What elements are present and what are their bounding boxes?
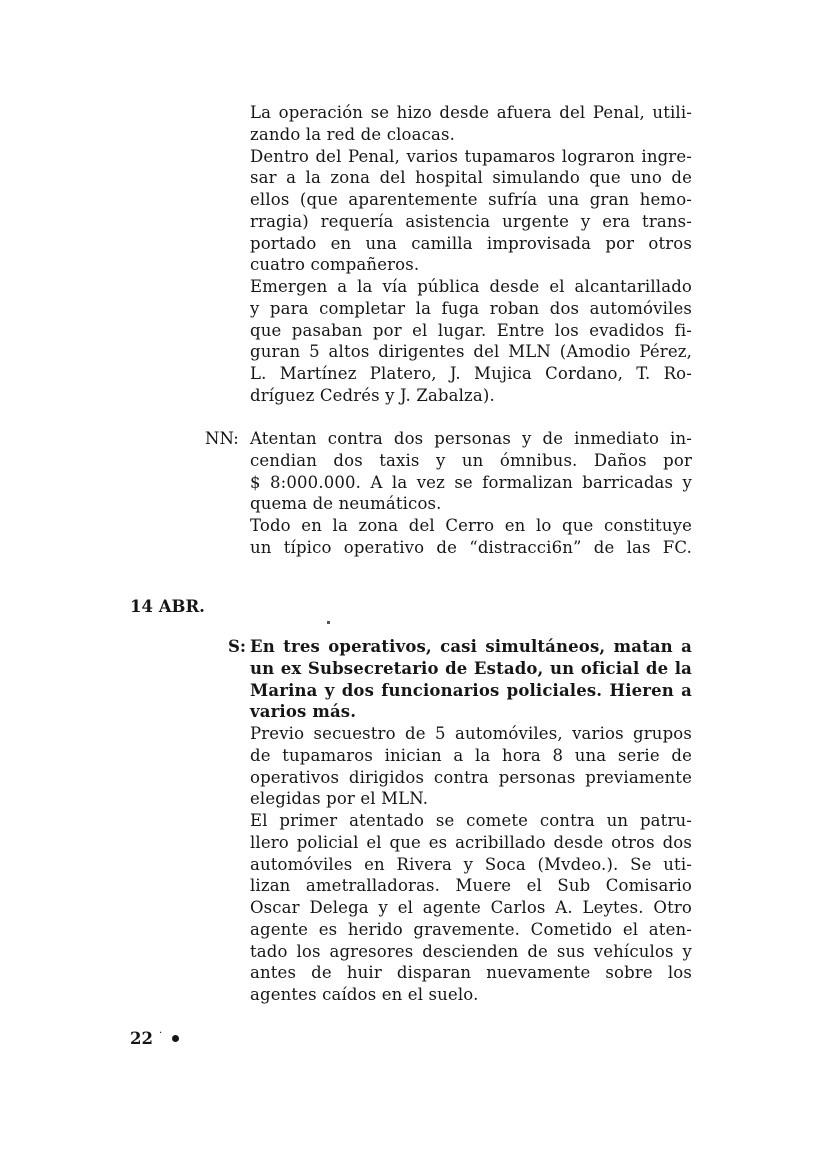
text-line: agentes caídos en el suelo.: [250, 985, 479, 1004]
text-line: dríguez Cedrés y J. Zabalza).: [250, 385, 495, 405]
text-line: Emergen a la vía pública desde el alcantarillado: [250, 277, 692, 296]
text-line: rragia) requería asistencia urgente y era trans-: [250, 211, 692, 231]
text-line: y para completar la fuga roban dos automóviles: [250, 298, 692, 318]
print-speck: [327, 621, 330, 624]
text-line: En tres operativos, casi simultáneos, matan a: [250, 637, 692, 656]
text-line: cuatro compañeros.: [250, 255, 420, 275]
text-line: varios más.: [250, 702, 357, 722]
text-line: lizan ametralladoras. Muere el Sub Comisario: [250, 876, 692, 896]
text-line: L. Martínez Platero, J. Mujica Cordano, T. Ro-: [250, 364, 692, 383]
text-line: elegidas por el MLN.: [250, 789, 429, 809]
bullet-icon: [172, 1035, 179, 1042]
text-line: operativos dirigidos contra personas previamente: [250, 767, 692, 787]
text-line: cendian dos taxis y un ómnibus. Daños por: [250, 450, 692, 470]
text-line: Todo en la zona del Cerro en lo que constituye: [250, 516, 692, 535]
text-line: agente es herido gravemente. Cometido el aten-: [250, 919, 692, 939]
text-line: zando la red de cloacas.: [250, 124, 455, 144]
text-line: Previo secuestro de 5 automóviles, varios grupos: [250, 724, 692, 743]
entry-label-nn: NN:: [205, 429, 239, 448]
paragraph-s-details: [250, 723, 692, 1006]
paragraph-s-summary: [250, 636, 692, 723]
text-line: El primer atentado se comete contra un patru-: [250, 811, 692, 830]
footer-separator: ·: [158, 1028, 163, 1039]
text-line: de tupamaros inician a la hora 8 una serie de: [250, 745, 692, 765]
text-line: llero policial el que es acribillado desde otros dos: [250, 832, 692, 852]
page-footer: [130, 1029, 179, 1048]
date-heading: 14 ABR.: [130, 597, 205, 616]
text-line: automóviles en Rivera y Soca (Mvdeo.). Se uti-: [250, 854, 692, 874]
text-line: un ex Subsecretario de Estado, un oficial de la: [250, 658, 692, 678]
text-line: Dentro del Penal, varios tupamaros lograron ingre-: [250, 146, 692, 166]
text-line: portado en una camilla improvisada por otros: [250, 233, 692, 253]
text-line: Marina y dos funcionarios policiales. Hieren a: [250, 680, 692, 700]
text-line: tado los agresores descienden de sus vehículos y: [250, 941, 692, 961]
text-line: antes de huir disparan nuevamente sobre los: [250, 963, 692, 983]
text-line: Atentan contra dos personas y de inmediato in-: [250, 429, 692, 448]
text-line: La operación se hizo desde afuera del Penal, utili-: [250, 103, 692, 122]
text-line: quema de neumáticos.: [250, 494, 442, 514]
text-line: guran 5 altos dirigentes del MLN (Amodio Pérez,: [250, 342, 692, 362]
text-line: Oscar Delega y el agente Carlos A. Leytes. Otro: [250, 898, 692, 917]
text-line: un típico operativo de “distracci6n” de las FC.: [250, 537, 692, 557]
entry-label-s: S:: [228, 637, 247, 656]
page-number: 22: [130, 1029, 153, 1048]
paragraph-nn-attack: [250, 428, 692, 559]
text-line: ellos (que aparentemente sufría una gran hemo-: [250, 190, 692, 209]
paragraph-penal-escape: [250, 102, 692, 407]
text-line: que pasaban por el lugar. Entre los evadidos fi-: [250, 320, 692, 340]
text-line: $ 8:000.000. A la vez se formalizan barricadas y: [250, 472, 692, 492]
text-line: sar a la zona del hospital simulando que uno de: [250, 168, 692, 188]
